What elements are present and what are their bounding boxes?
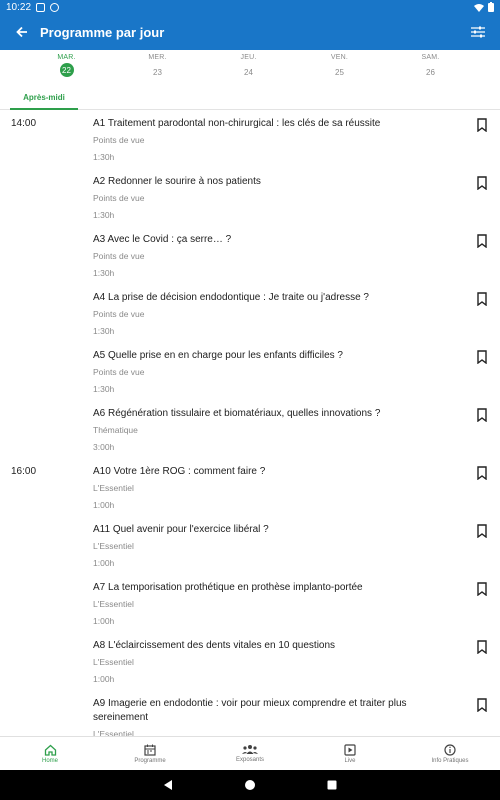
tune-icon bbox=[471, 26, 485, 38]
day-number: 25 bbox=[335, 67, 344, 77]
bookmark-icon[interactable] bbox=[476, 350, 488, 364]
session-item[interactable] bbox=[0, 169, 500, 227]
session-item[interactable] bbox=[0, 517, 500, 575]
wifi-icon bbox=[474, 3, 484, 12]
session-list[interactable] bbox=[0, 111, 500, 736]
session-item[interactable] bbox=[0, 401, 500, 459]
session-type: Points de vue bbox=[93, 309, 145, 319]
tab-afternoon[interactable]: Après-midi bbox=[10, 86, 78, 110]
session-title: A6 Régénération tissulaire et biomatériaux, quelles innovations ? bbox=[93, 408, 381, 419]
battery-icon bbox=[488, 2, 494, 12]
bookmark-icon[interactable] bbox=[476, 698, 488, 712]
session-time: 14:00 bbox=[11, 118, 37, 129]
session-item[interactable] bbox=[0, 343, 500, 401]
sync-icon bbox=[50, 3, 59, 12]
session-duration: 1:30h bbox=[93, 152, 115, 162]
app-bar bbox=[0, 14, 500, 50]
session-item[interactable] bbox=[0, 691, 500, 736]
day-tab-wed[interactable] bbox=[112, 50, 203, 86]
session-duration: 1:30h bbox=[93, 268, 115, 278]
filter-button[interactable] bbox=[466, 20, 490, 44]
session-title: A4 La prise de décision endodontique : Je traite ou j'adresse ? bbox=[93, 292, 369, 303]
nav-info-pratiques[interactable] bbox=[400, 737, 500, 770]
nav-programme[interactable] bbox=[100, 737, 200, 770]
nav-exposants[interactable] bbox=[200, 737, 300, 770]
session-item[interactable] bbox=[0, 633, 500, 691]
session-duration: 1:00h bbox=[93, 616, 115, 626]
bookmark-icon[interactable] bbox=[476, 640, 488, 654]
session-title: A10 Votre 1ère ROG : comment faire ? bbox=[93, 466, 266, 477]
nav-label: Exposants bbox=[235, 757, 265, 763]
session-type: L'Essentiel bbox=[93, 541, 134, 551]
day-name: MER. bbox=[148, 54, 167, 61]
session-type: Points de vue bbox=[93, 135, 145, 145]
nav-label: Home bbox=[41, 757, 58, 764]
people-icon bbox=[242, 744, 258, 755]
system-back-icon[interactable] bbox=[162, 779, 174, 791]
session-duration: 1:00h bbox=[93, 500, 115, 510]
bookmark-icon[interactable] bbox=[476, 292, 488, 306]
session-time: 16:00 bbox=[11, 466, 37, 477]
day-tab-sat[interactable] bbox=[385, 50, 476, 86]
day-number: 23 bbox=[153, 67, 162, 77]
day-name: VEN. bbox=[330, 54, 349, 61]
day-tab-thu[interactable] bbox=[203, 50, 294, 86]
nav-label: Live bbox=[344, 757, 356, 764]
session-duration: 1:30h bbox=[93, 210, 115, 220]
day-number: 24 bbox=[244, 67, 253, 77]
session-title: A5 Quelle prise en en charge pour les enfants difficiles ? bbox=[93, 350, 343, 361]
session-type: Points de vue bbox=[93, 193, 145, 203]
session-item[interactable] bbox=[0, 285, 500, 343]
nav-label: Info Pratiques bbox=[431, 757, 469, 764]
day-name: JEU. bbox=[240, 54, 257, 61]
info-icon bbox=[444, 744, 456, 756]
session-title: A3 Avec le Covid : ça serre… ? bbox=[93, 234, 232, 245]
status-bar bbox=[0, 0, 500, 14]
bookmark-icon[interactable] bbox=[476, 176, 488, 190]
bookmark-icon[interactable] bbox=[476, 524, 488, 538]
session-item[interactable] bbox=[0, 575, 500, 633]
system-navigation-bar bbox=[0, 770, 500, 800]
session-type: L'Essentiel bbox=[93, 729, 134, 736]
bookmark-icon[interactable] bbox=[476, 118, 488, 132]
session-title: A2 Redonner le sourire à nos patients bbox=[93, 176, 261, 187]
session-title: A8 L'éclaircissement des dents vitales en 10 questions bbox=[93, 640, 336, 651]
day-tab-fri[interactable] bbox=[294, 50, 385, 86]
session-type: Points de vue bbox=[93, 251, 145, 261]
session-type: L'Essentiel bbox=[93, 599, 134, 609]
session-title: A7 La temporisation prothétique en prothèse implanto-portée bbox=[93, 582, 363, 593]
status-time: 10:22 bbox=[6, 1, 32, 13]
session-title: A9 Imagerie en endodontie : voir pour mieux comprendre et traiter plus sereinement bbox=[93, 698, 407, 723]
session-type: Points de vue bbox=[93, 367, 145, 377]
session-item[interactable] bbox=[0, 227, 500, 285]
day-selector bbox=[0, 50, 500, 86]
arrow-back-icon bbox=[16, 26, 28, 38]
session-duration: 3:00h bbox=[93, 442, 115, 452]
day-number: 26 bbox=[426, 67, 435, 77]
session-title: A11 Quel avenir pour l'exercice libéral ? bbox=[93, 524, 269, 535]
session-type: Thématique bbox=[93, 425, 138, 435]
session-item[interactable] bbox=[0, 111, 500, 169]
session-duration: 1:30h bbox=[93, 326, 115, 336]
nav-home[interactable] bbox=[0, 737, 100, 770]
page-title: Programme par jour bbox=[40, 24, 165, 40]
system-home-icon[interactable] bbox=[244, 779, 256, 791]
system-recents-icon[interactable] bbox=[326, 779, 338, 791]
live-icon bbox=[344, 744, 356, 756]
bookmark-icon[interactable] bbox=[476, 234, 488, 248]
notification-icon bbox=[36, 3, 45, 12]
home-icon bbox=[44, 744, 57, 756]
bookmark-icon[interactable] bbox=[476, 582, 488, 596]
bookmark-icon[interactable] bbox=[476, 408, 488, 422]
session-duration: 1:00h bbox=[93, 558, 115, 568]
bookmark-icon[interactable] bbox=[476, 466, 488, 480]
back-button[interactable] bbox=[10, 20, 34, 44]
session-duration: 1:30h bbox=[93, 384, 115, 394]
period-tab-bar bbox=[0, 86, 500, 110]
nav-live[interactable] bbox=[300, 737, 400, 770]
calendar-icon bbox=[144, 744, 156, 756]
bottom-navigation bbox=[0, 736, 500, 770]
session-type: L'Essentiel bbox=[93, 657, 134, 667]
day-name: SAM. bbox=[421, 54, 440, 61]
session-duration: 1:00h bbox=[93, 674, 115, 684]
day-tab-tue[interactable] bbox=[21, 50, 112, 86]
day-name: MAR. bbox=[57, 54, 76, 61]
session-title: A1 Traitement parodontal non-chirurgical : les clés de sa réussite bbox=[93, 118, 381, 129]
session-type: L'Essentiel bbox=[93, 483, 134, 493]
day-number: 22 bbox=[60, 63, 74, 77]
nav-label: Programme bbox=[134, 757, 166, 764]
session-item[interactable] bbox=[0, 459, 500, 517]
